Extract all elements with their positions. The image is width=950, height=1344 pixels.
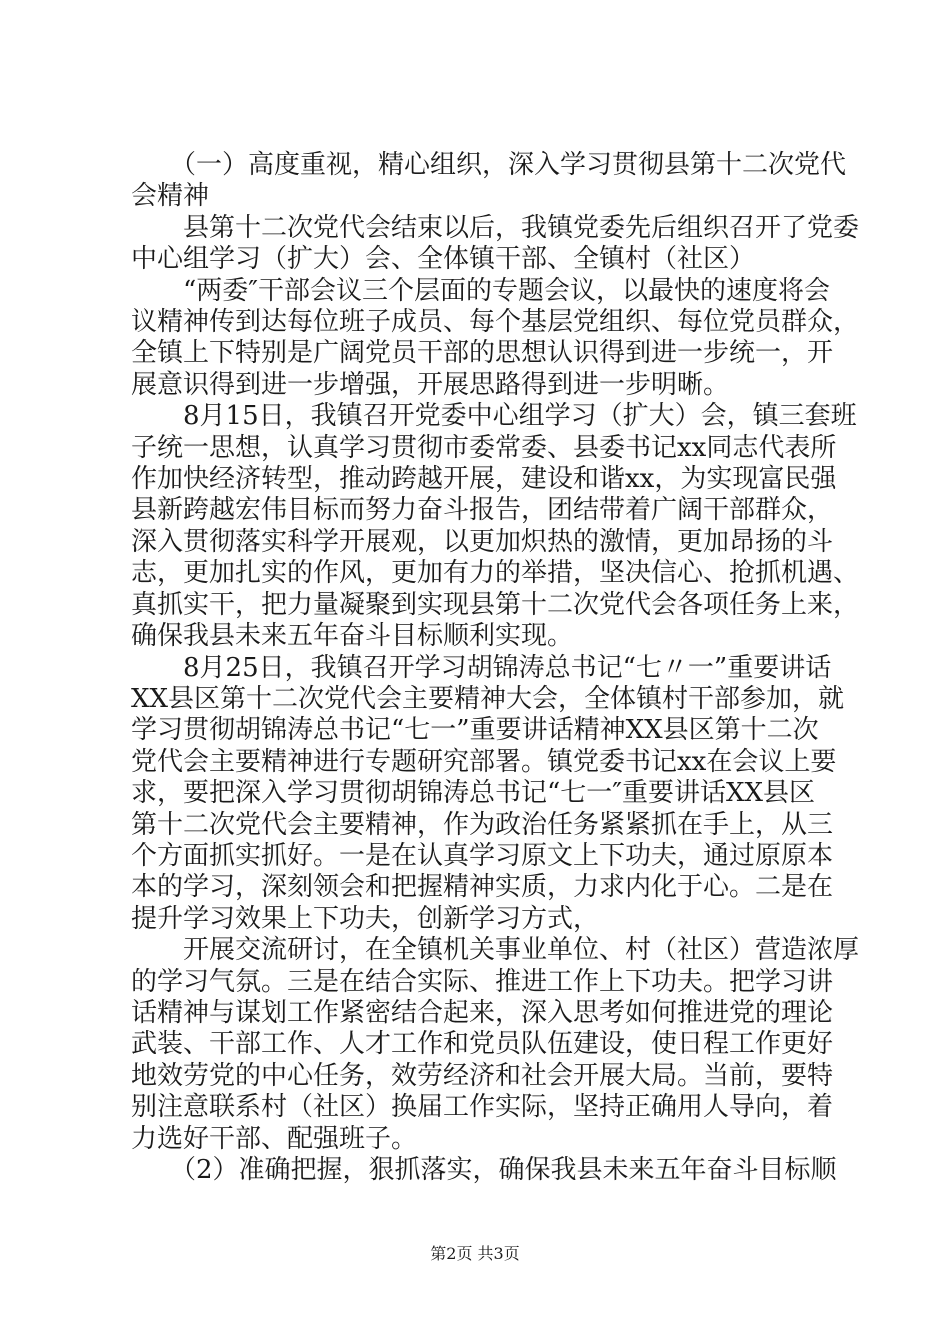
text-line: 求，要把深入学习贯彻胡锦涛总书记“七一″重要讲话XX县区 xyxy=(131,778,816,809)
page-footer xyxy=(0,1244,950,1264)
text-line: 县新跨越宏伟目标而努力奋斗报告，团结带着广阔干部群众， xyxy=(131,495,834,526)
text-line: 地效劳党的中心任务，效劳经济和社会开展大局。当前，要特 xyxy=(131,1060,834,1091)
text-line: 力选好干部、配强班子。 xyxy=(131,1123,418,1154)
text-line: 中心组学习（扩大）会、全体镇干部、全镇村（社区） xyxy=(131,244,756,275)
text-line: 提升学习效果上下功夫，创新学习方式， xyxy=(131,903,600,934)
text-line: 议精神传到达每位班子成员、每个基层党组织、每位党员群众， xyxy=(131,307,860,338)
text-line: 真抓实干，把力量凝聚到实现县第十二次党代会各项任务上来， xyxy=(131,589,860,620)
text-line: 8月15日，我镇召开党委中心组学习（扩大）会，镇三套班 xyxy=(131,401,857,432)
text-line: 作加快经济转型，推动跨越开展，建设和谐xx，为实现富民强 xyxy=(131,464,837,495)
text-line: （一）高度重视，精心组织，深入学习贯彻县第十二次党代 xyxy=(131,150,847,180)
text-line: 志，更加扎实的作风，更加有力的举措，坚决信心、抢抓机遇、 xyxy=(131,558,860,589)
text-line: 展意识得到进一步增强，开展思路得到进一步明晰。 xyxy=(131,369,730,400)
page-number-label: 第2页 共3页 xyxy=(430,1244,520,1263)
text-line: 开展交流研讨，在全镇机关事业单位、村（社区）营造浓厚 xyxy=(131,935,860,966)
text-line: XX县区第十二次党代会主要精神大会，全体镇村干部参加，就 xyxy=(131,683,845,714)
text-line: （2）准确把握，狠抓落实，确保我县未来五年奋斗目标顺 xyxy=(131,1155,837,1185)
text-line: 全镇上下特别是广阔党员干部的思想认识得到进一步统一，开 xyxy=(131,338,834,369)
text-line: 第十二次党代会主要精神，作为政治任务紧紧抓在手上，从三 xyxy=(131,809,834,840)
text-line: 的学习气氛。三是在结合实际、推进工作上下功夫。把学习讲 xyxy=(131,966,834,997)
text-line: 党代会主要精神进行专题研究部署。镇党委书记xx在会议上要 xyxy=(131,746,837,777)
text-line: 8月25日，我镇召开学习胡锦涛总书记“七〃一”重要讲话 xyxy=(131,652,832,683)
text-line: 本的学习，深刻领会和把握精神实质，力求内化于心。二是在 xyxy=(131,872,834,903)
text-line: 会精神 xyxy=(131,181,210,212)
text-line: 话精神与谋划工作紧密结合起来，深入思考如何推进党的理论 xyxy=(131,997,834,1028)
text-line: 别注意联系村（社区）换届工作实际，坚持正确用人导向，着 xyxy=(131,1092,834,1123)
text-line: 深入贯彻落实科学开展观，以更加炽热的激情，更加昂扬的斗 xyxy=(131,526,834,557)
document-body xyxy=(131,150,860,1186)
text-line: 个方面抓实抓好。一是在认真学习原文上下功夫，通过原原本 xyxy=(131,840,834,871)
text-line: 子统一思想，认真学习贯彻市委常委、县委书记xx同志代表所 xyxy=(131,432,837,463)
text-line: 县第十二次党代会结束以后，我镇党委先后组织召开了党委 xyxy=(131,212,860,243)
text-line: 确保我县未来五年奋斗目标顺利实现。 xyxy=(131,621,574,652)
text-line: 武装、干部工作、人才工作和党员队伍建设，使日程工作更好 xyxy=(131,1029,834,1060)
text-line: “两委″干部会议三个层面的专题会议，以最快的速度将会 xyxy=(131,275,831,306)
text-line: 学习贯彻胡锦涛总书记“七一”重要讲话精神XX县区第十二次 xyxy=(131,715,819,746)
